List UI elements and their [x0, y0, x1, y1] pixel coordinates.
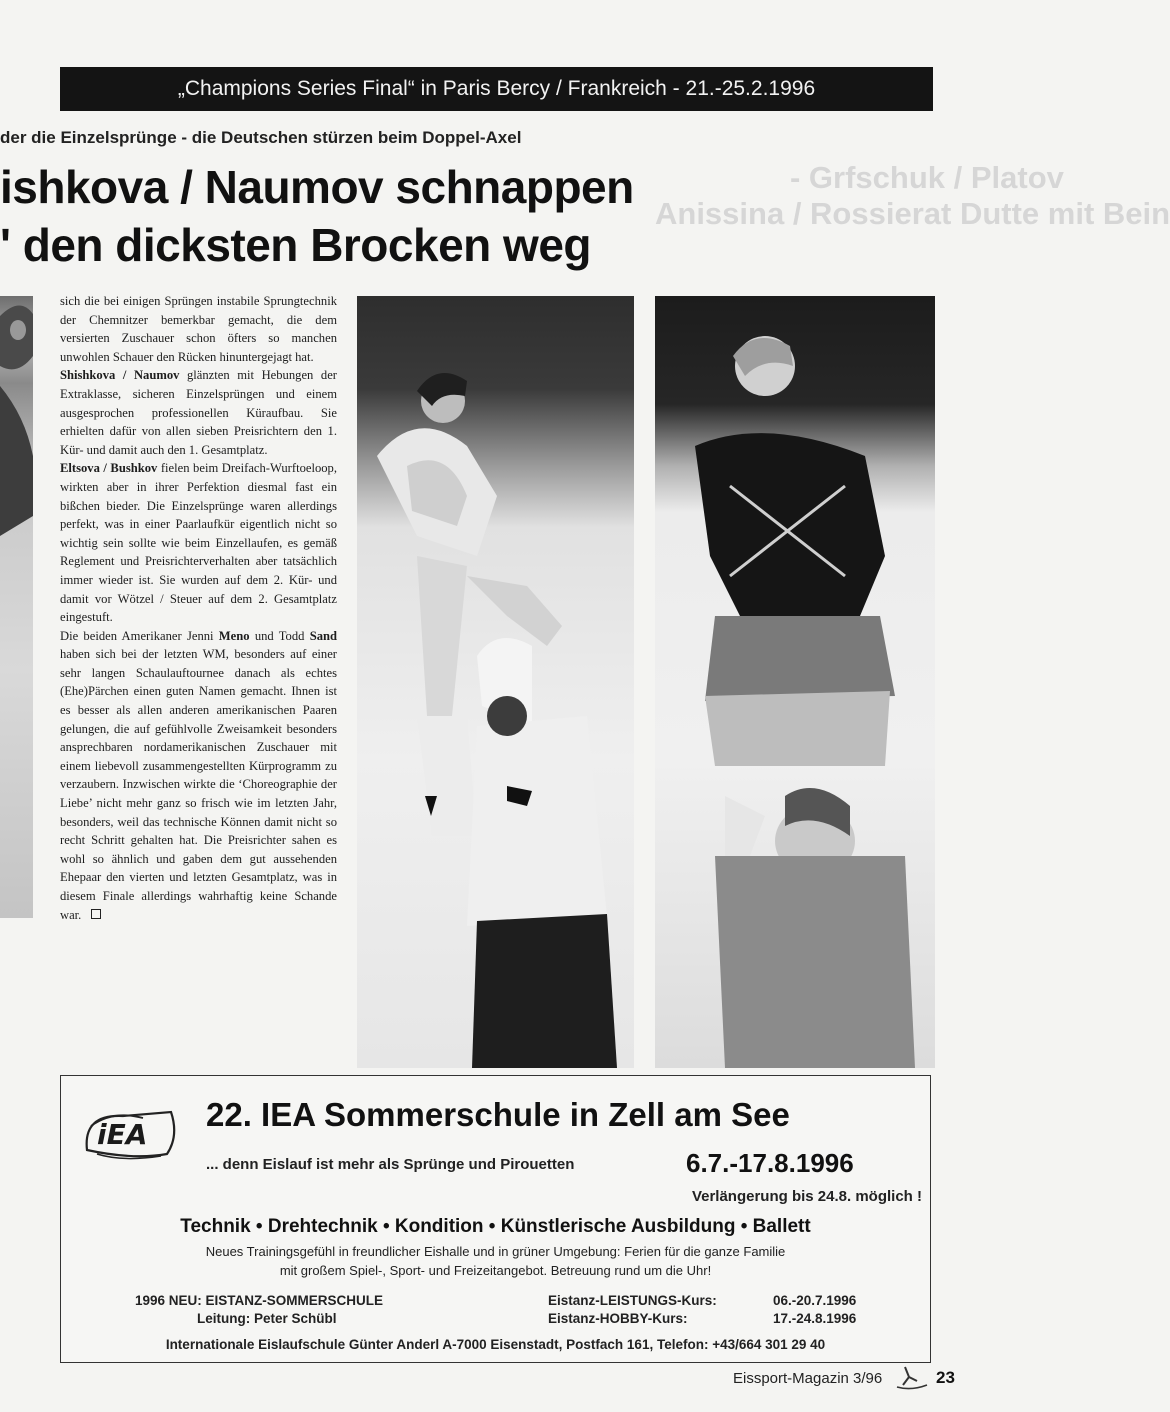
- ad-course-dates: 06.-20.7.1996 17.-24.8.1996: [773, 1293, 857, 1326]
- ad-extension-note: Verlängerung bis 24.8. möglich !: [691, 1188, 922, 1205]
- photo-pair-lift-2: [655, 296, 935, 1068]
- cropped-photo-left: [0, 296, 33, 918]
- photo-pair-lift-1: [357, 296, 634, 1068]
- ad-new-course: 1996 NEU: EISTANZ-SOMMERSCHULE Leitung: Peter Schübl: [135, 1293, 384, 1326]
- iea-advertisement: [60, 1075, 931, 1363]
- ad-topics: Technik • Drehtechnik • Kondition • Künstlerische Ausbildung • Ballett: [180, 1216, 811, 1237]
- iea-logo: [83, 1106, 179, 1167]
- article-paragraph: sich die bei einigen Sprüngen instabile Sprungtechnik der Chemnitzer bemerkbar gemacht, die dem versierten Zuschauer schon öfters so manchen unwohlen Schauer den Rücken hinuntergejagt hat.: [60, 294, 337, 364]
- article-paragraph: Eltsova / Bushkov fielen beim Dreifach-Wurftoeloop, wirkten aber in ihrer Perfektion diesmal fast ein bißchen bieder. Die Einzelsprünge waren allerdings perfekt, was in einer Paarlaufkür eigentlich nicht so wichtig sein sollte wie beim Einzellaufen, es gemäß Reglement und Preisrichterverhalten aber tatsächlich immer wieder ist. Sie wurden auf dem 2. Kür- und damit vor Wötzel / Steuer auf dem 2. Gesamtplatz eingestuft.: [60, 461, 337, 625]
- article-body: [60, 292, 337, 924]
- bleed-through-text: Anissina / Rossierat Dutte mit Bein: [655, 196, 1170, 231]
- cropped-photo-shapes: [0, 296, 33, 918]
- skater-logo-icon: [895, 1365, 929, 1396]
- photo-figures: [655, 296, 935, 1068]
- skater-logo-shape: [895, 1365, 929, 1391]
- bleed-through-text: - Grfschuk / Platov: [790, 160, 1064, 195]
- ad-course-list: Eistanz-LEISTUNGS-Kurs: Eistanz-HOBBY-Kurs:: [548, 1293, 717, 1326]
- article-paragraph: Shishkova / Naumov glänzten mit Hebungen der Extraklasse, sicheren Einzelsprüngen und einem ausgesprochen professionellen Küraufbau. Sie erhielten dafür von allen sieben Preisrichtern den 1. Kür- und damit auch den 1. Gesamtplatz.: [60, 368, 337, 457]
- skater-name: Sand: [309, 628, 338, 643]
- page-number: 23: [936, 1368, 955, 1387]
- article-headline: [0, 158, 634, 274]
- pair-name: Eltsova / Bushkov: [60, 461, 158, 476]
- ad-contact: Internationale Eislaufschule Günter Anderl A-7000 Eisenstadt, Postfach 161, Telefon: +43/664 301 29 40: [165, 1337, 826, 1352]
- magazine-issue: Eissport-Magazin 3/96: [733, 1370, 883, 1387]
- photo-figures: [357, 296, 634, 1068]
- ad-description: Neues Trainingsgefühl in freundlicher Eishalle und in grüner Umgebung: Ferien für die ganze Familie mit großem Spiel-, Sport- und Freizeitangebot. Betreuung rund um die Uhr!: [205, 1244, 786, 1278]
- skater-name: Meno: [218, 628, 250, 643]
- event-banner-title: „Champions Series Final“ in Paris Bercy / Frankreich - 21.-25.2.1996: [177, 77, 816, 100]
- iea-logo-text: iEA: [97, 1118, 148, 1151]
- headline-line-1: ishkova / Naumov schnappen: [0, 161, 634, 213]
- ad-title: 22. IEA Sommerschule in Zell am See: [206, 1096, 790, 1133]
- pair-name: Shishkova / Naumov: [60, 368, 180, 383]
- ad-slogan: ... denn Eislauf ist mehr als Sprünge und Pirouetten: [206, 1156, 575, 1173]
- article-paragraph: Die beiden Amerikaner Jenni Meno und Todd Sand haben sich bei der letzten WM, besonders auf einer sehr langen Schaulauftournee danach als echtes (Ehe)Pärchen einen guten Namen gemacht. Ihnen ist es besser als allen anderen amerikanischen Paaren gelungen, die auf gefühlvolle Zweisamkeit besonders ansprechbaren nordamerikanischen Zuschauer mit einem liebevoll zusammengestellten Kürprogramm zu verzaubern. Inzwischen wirkte die ‘Choreographie der Liebe’ nicht mehr ganz so frisch wie im letzten Jahr, besonders, weil das technische Können damit nicht so recht Schritt gehalten hat. Die Preisrichter sahen es wohl so ähnlich und gaben dem gut aussehenden Ehepaar den vierten und letzten Gesamtplatz, was in diesem Finale allerdings wahrhaftig keine Schande war.: [60, 628, 338, 922]
- end-of-article-mark: [91, 909, 101, 919]
- event-banner: [60, 67, 933, 111]
- headline-line-2: ' den dicksten Brocken weg: [0, 219, 591, 271]
- article-kicker: der die Einzelsprünge - die Deutschen stürzen beim Doppel-Axel: [0, 128, 522, 147]
- ad-dates: 6.7.-17.8.1996: [686, 1148, 854, 1178]
